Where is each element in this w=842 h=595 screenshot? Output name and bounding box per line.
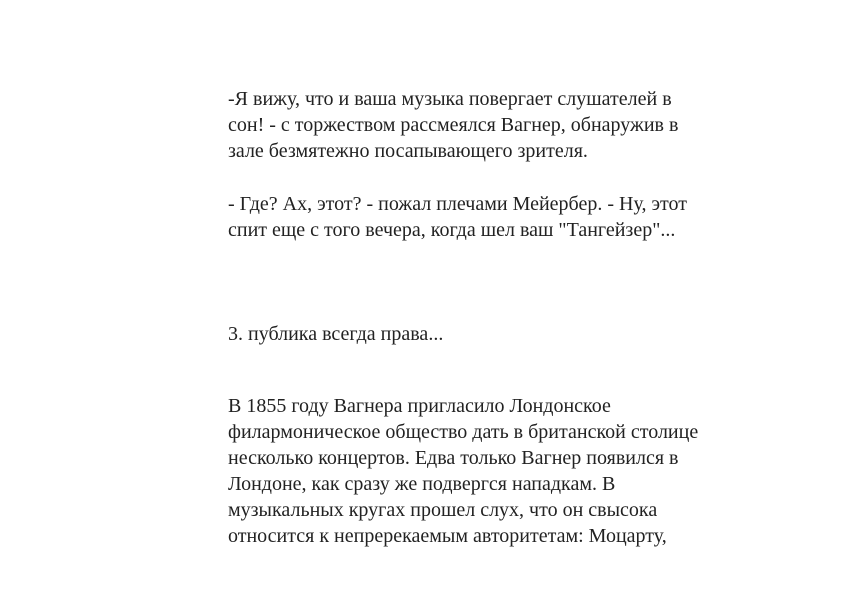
paragraph-london-1855 (228, 393, 788, 549)
text-line: музыкальных кругах прошел слух, что он свысока (228, 499, 658, 521)
text-line: относится к непререкаемым авторитетам: Моцарту, (228, 525, 667, 547)
text-line: спит еще с того вечера, когда шел ваш "Тангейзер"... (228, 219, 676, 241)
text-line: -Я вижу, что и ваша музыка повергает слушателей в (228, 88, 672, 110)
text-line: филармоническое общество дать в британской столице (228, 421, 699, 443)
text-line: Лондоне, как сразу же подвергся нападкам. В (228, 473, 616, 495)
section-heading-text: 3. публика всегда права... (228, 323, 444, 345)
section-heading (228, 321, 788, 347)
paragraph-dialogue-wagner (228, 86, 788, 164)
text-line: - Где? Ах, этот? - пожал плечами Мейербер. - Ну, этот (228, 193, 687, 215)
text-line: зале безмятежно посапывающего зрителя. (228, 140, 588, 162)
text-line: сон! - с торжеством рассмеялся Вагнер, обнаружив в (228, 114, 679, 136)
paragraph-dialogue-meyerbeer (228, 191, 788, 243)
text-line: несколько концертов. Едва только Вагнер появился в (228, 447, 679, 469)
text-line: В 1855 году Вагнера пригласило Лондонское (228, 395, 611, 417)
